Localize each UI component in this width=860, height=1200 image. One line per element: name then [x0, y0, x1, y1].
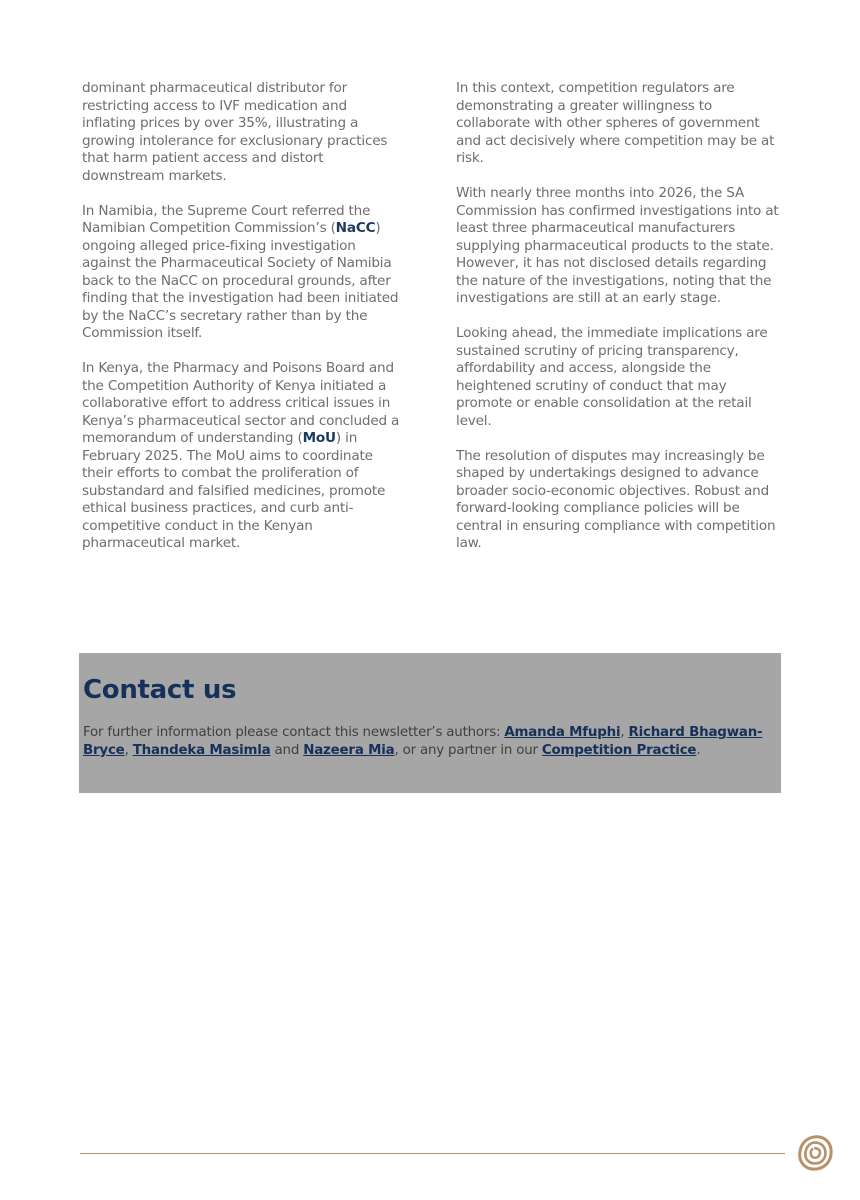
contact-title: Contact us [83, 675, 237, 705]
competition-practice-link[interactable]: Competition Practice [541, 743, 697, 758]
right-column [456, 80, 782, 570]
swirl-logo-icon [796, 1134, 834, 1172]
paragraph-ivf-distributor: dominant pharmaceutical distributor for restricting access to IVF medication and inflating prices by over 35%, illustrating a growing intolerance for exclusionary practices that harm patient access and distort downstream markets. [82, 80, 388, 184]
left-column [82, 80, 402, 570]
contact-text: For further information please contact this newsletter’s authors: Amanda Mfuphi, Richard Bhagwan-Bryce, Thandeka Masimla and Nazeera Mia, or any partner in our Competition Practice. [83, 725, 763, 758]
term-nacc: NaCC [335, 220, 376, 236]
paragraph-regulators-context: In this context, competition regulators are demonstrating a greater willingness to collaborate with other spheres of government and act decisively where competition may be at risk. [456, 80, 775, 166]
author-link-nazeera-mia[interactable]: Nazeera Mia [303, 743, 395, 758]
author-link-richard-bhagwan-bryce[interactable]: Richard Bhagwan-Bryce [83, 725, 763, 758]
author-link-amanda-mfuphi[interactable]: Amanda Mfuphi [504, 725, 621, 740]
paragraph-looking-ahead: Looking ahead, the immediate implications are sustained scrutiny of pricing transparency, affordability and access, alongside the heightened scrutiny of conduct that may promote or enable consolidation at the retail level. [456, 325, 768, 429]
term-mou: MoU [302, 430, 336, 446]
paragraph-sa-commission: With nearly three months into 2026, the SA Commission has confirmed investigations into at least three pharmaceutical manufacturers supplying pharmaceutical products to the state. However, it has not disclosed details regarding the nature of the investigations, noting that the investigations are still at an early stage. [456, 185, 779, 306]
paragraph-namibia: In Namibia, the Supreme Court referred the Namibian Competition Commission’s (NaCC) ongoing alleged price-fixing investigation against the Pharmaceutical Society of Namibia back to the NaCC on procedural grounds, after finding that the investigation had been initiated by the NaCC’s secretary rather than by the Commission itself. [82, 202, 399, 341]
footer-divider [80, 1153, 785, 1154]
author-link-thandeka-masimla[interactable]: Thandeka Masimla [132, 743, 271, 758]
contact-box [79, 653, 781, 793]
paragraph-dispute-resolution: The resolution of disputes may increasingly be shaped by undertakings designed to advance broader socio-economic objectives. Robust and forward-looking compliance policies will be central in ensuring compliance with competition law. [456, 447, 776, 551]
paragraph-kenya: In Kenya, the Pharmacy and Poisons Board and the Competition Authority of Kenya initiated a collaborative effort to address critical issues in Kenya’s pharmaceutical sector and concluded a memorandum of understanding (MoU) in February 2025. The MoU aims to coordinate their efforts to combat the proliferation of substandard and falsified medicines, promote ethical business practices, and curb anti-competitive conduct in the Kenyan pharmaceutical market. [82, 360, 400, 551]
